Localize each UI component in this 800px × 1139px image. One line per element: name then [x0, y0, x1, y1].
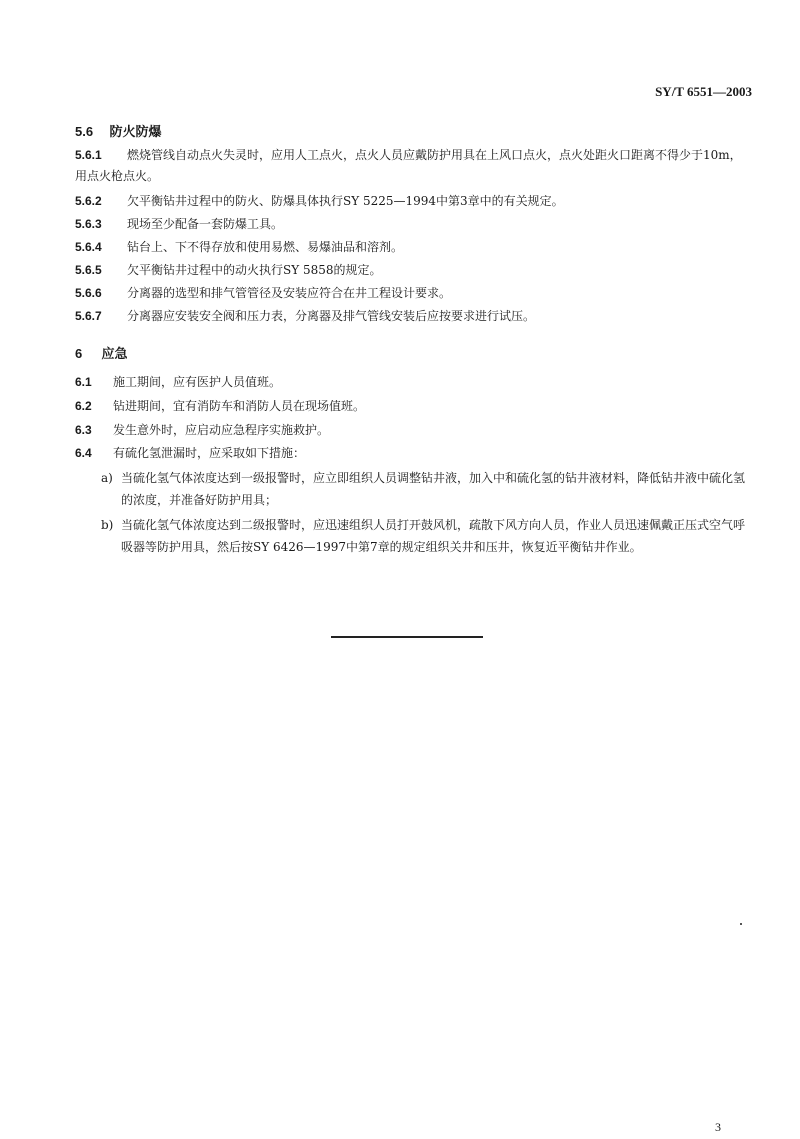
clause-number: 6.1	[75, 375, 92, 389]
clause-text: 欠平衡钻井过程中的防火、防爆具体执行SY 5225—1994中第3章中的有关规定。	[127, 194, 564, 208]
list-item-b	[101, 514, 752, 558]
clause-5-6-7	[75, 306, 752, 327]
clause-text: 发生意外时，应启动应急程序实施救护。	[113, 423, 330, 437]
list-item-a	[101, 467, 752, 511]
clause-5-6-3	[75, 214, 752, 235]
clause-5-6-1	[75, 145, 752, 187]
clause-text: 分离器应安装安全阀和压力表，分离器及排气管线安装后应按要求进行试压。	[127, 309, 536, 323]
clause-text: 有硫化氢泄漏时，应采取如下措施：	[113, 446, 306, 460]
item-marker: b)	[101, 518, 114, 532]
clause-text: 欠平衡钻井过程中的动火执行SY 5858的规定。	[127, 263, 382, 277]
clause-5-6-2	[75, 191, 752, 212]
standard-code: SY/T 6551—2003	[655, 84, 752, 99]
clause-number: 5.6.2	[75, 194, 102, 208]
clause-number: 6.2	[75, 399, 92, 413]
clause-number: 5.6.7	[75, 309, 102, 323]
section-heading-6	[75, 343, 128, 362]
item-marker: a)	[101, 471, 113, 485]
clause-text: 现场至少配备一套防爆工具。	[127, 217, 284, 231]
clause-number: 5.6.1	[75, 148, 102, 162]
section-title: 防火防爆	[109, 125, 162, 140]
clause-5-6-5	[75, 260, 752, 281]
section-number: 5.6	[75, 124, 94, 139]
item-text: 当硫化氢气体浓度达到二级报警时，应迅速组织人员打开鼓风机，疏散下风方向人员，作业人员迅速佩戴正压式空气呼吸器等防护用具，然后按SY 6426—1997中第7章的规定组织关井和压井，恢复近平衡钻井作业。	[121, 518, 746, 554]
clause-6-2	[75, 396, 752, 417]
clause-5-6-6	[75, 283, 752, 304]
clause-text: 分离器的选型和排气管管径及安装应符合在井工程设计要求。	[127, 286, 452, 300]
item-text: 当硫化氢气体浓度达到一级报警时，应立即组织人员调整钻井液，加入中和硫化氢的钻井液材料，降低钻井液中硫化氢的浓度，并准备好防护用具；	[121, 471, 746, 507]
clause-6-1	[75, 372, 752, 393]
clause-text: 钻台上、下不得存放和使用易燃、易爆油品和溶剂。	[127, 240, 404, 254]
clause-6-4	[75, 443, 752, 464]
clause-text: 施工期间，应有医护人员值班。	[113, 375, 282, 389]
page-number: 3	[715, 1120, 721, 1134]
section-heading-5-6	[75, 121, 162, 140]
clause-text: 钻进期间，宜有消防车和消防人员在现场值班。	[113, 399, 366, 413]
clause-number: 5.6.3	[75, 217, 102, 231]
clause-number: 5.6.6	[75, 286, 102, 300]
clause-6-3	[75, 420, 752, 441]
clause-number: 5.6.5	[75, 263, 102, 277]
clause-number: 5.6.4	[75, 240, 102, 254]
clause-number: 6.3	[75, 423, 92, 437]
section-title: 应急	[101, 347, 128, 362]
section-number: 6	[75, 346, 83, 361]
clause-text: 燃烧管线自动点火失灵时，应用人工点火，点火人员应戴防护用具在上风口点火，点火处距火口距离不得少于10m，用点火枪点火。	[75, 148, 742, 183]
end-of-document-rule	[331, 636, 483, 638]
scan-speck	[740, 923, 742, 925]
clause-5-6-4	[75, 237, 752, 258]
clause-number: 6.4	[75, 446, 92, 460]
